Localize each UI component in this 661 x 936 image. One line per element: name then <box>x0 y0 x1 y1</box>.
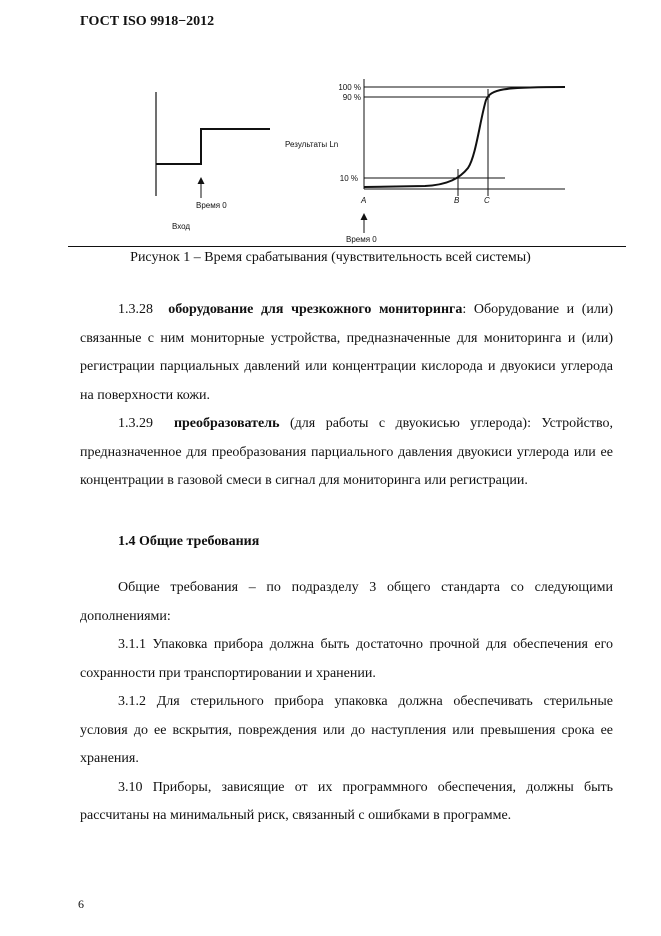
response-time-figure <box>0 0 661 250</box>
left-time-label: Время 0 <box>196 201 227 210</box>
tick-90-label: 90 % <box>342 93 361 102</box>
point-a-label: A <box>361 196 367 205</box>
term: преобразователь <box>173 416 280 431</box>
paragraph-1-3-28 <box>80 296 613 410</box>
requirements-block <box>80 574 613 831</box>
input-label: Вход <box>172 222 191 231</box>
y-axis-label: Результаты Ln <box>285 140 339 149</box>
paragraph-3-10: 3.10 Приборы, зависящие от их программного обеспечения, должны быть рассчитаны на минимальный риск, связанный с ошибками в программе. <box>80 779 613 823</box>
right-arrow-head <box>361 213 368 220</box>
left-arrow-head <box>198 177 205 184</box>
page-number: 6 <box>78 897 84 911</box>
definition: : Оборудование и (или) связанные с ним мониторные устройства, предназначенные для мониторинга и (или) регистрации парциальных давлений или концентрации кислорода и двуокиси углерода на поверхности кожи. <box>80 302 614 403</box>
paragraph-3-1-2: 3.1.2 Для стерильного прибора упаковка должна обеспечивать стерильные условия до ее вскрытия, повреждения или до наступления или превышения срока ее хранения. <box>80 694 613 766</box>
section-title: 1.4 Общие требования <box>118 534 260 549</box>
clause-number: 1.3.28 <box>118 302 153 317</box>
figure-caption: Рисунок 1 – Время срабатывания (чувствительность всей системы) <box>130 250 531 265</box>
tick-100-label: 100 % <box>338 83 361 92</box>
point-b-label: B <box>454 196 460 205</box>
tick-10-label: 10 % <box>339 174 358 183</box>
term: оборудование для чрезкожного мониторинга <box>168 302 463 317</box>
input-step-line <box>156 129 270 164</box>
paragraph-general: Общие требования – по подразделу 3 общего стандарта со следующими дополнениями: <box>80 580 613 624</box>
response-curve <box>364 87 565 187</box>
clause-number: 1.3.29 <box>118 416 153 431</box>
document-header: ГОСТ ISO 9918−2012 <box>80 14 215 29</box>
figure-divider <box>68 246 626 247</box>
definitions-block <box>80 296 613 496</box>
point-c-label: C <box>484 196 490 205</box>
definition: (для работы с двуокисью углерода): Устройство, предназначенное для преобразования парциального давления двуокиси углерода или ее концентрации в газовой смеси в сигнал для мониторинга или регистрации. <box>80 416 613 488</box>
paragraph-3-1-1: 3.1.1 Упаковка прибора должна быть достаточно прочной для обеспечения его сохранности при транспортировании и хранении. <box>80 637 613 681</box>
paragraph-1-3-29 <box>80 410 613 496</box>
right-time-label: Время 0 <box>346 235 377 244</box>
